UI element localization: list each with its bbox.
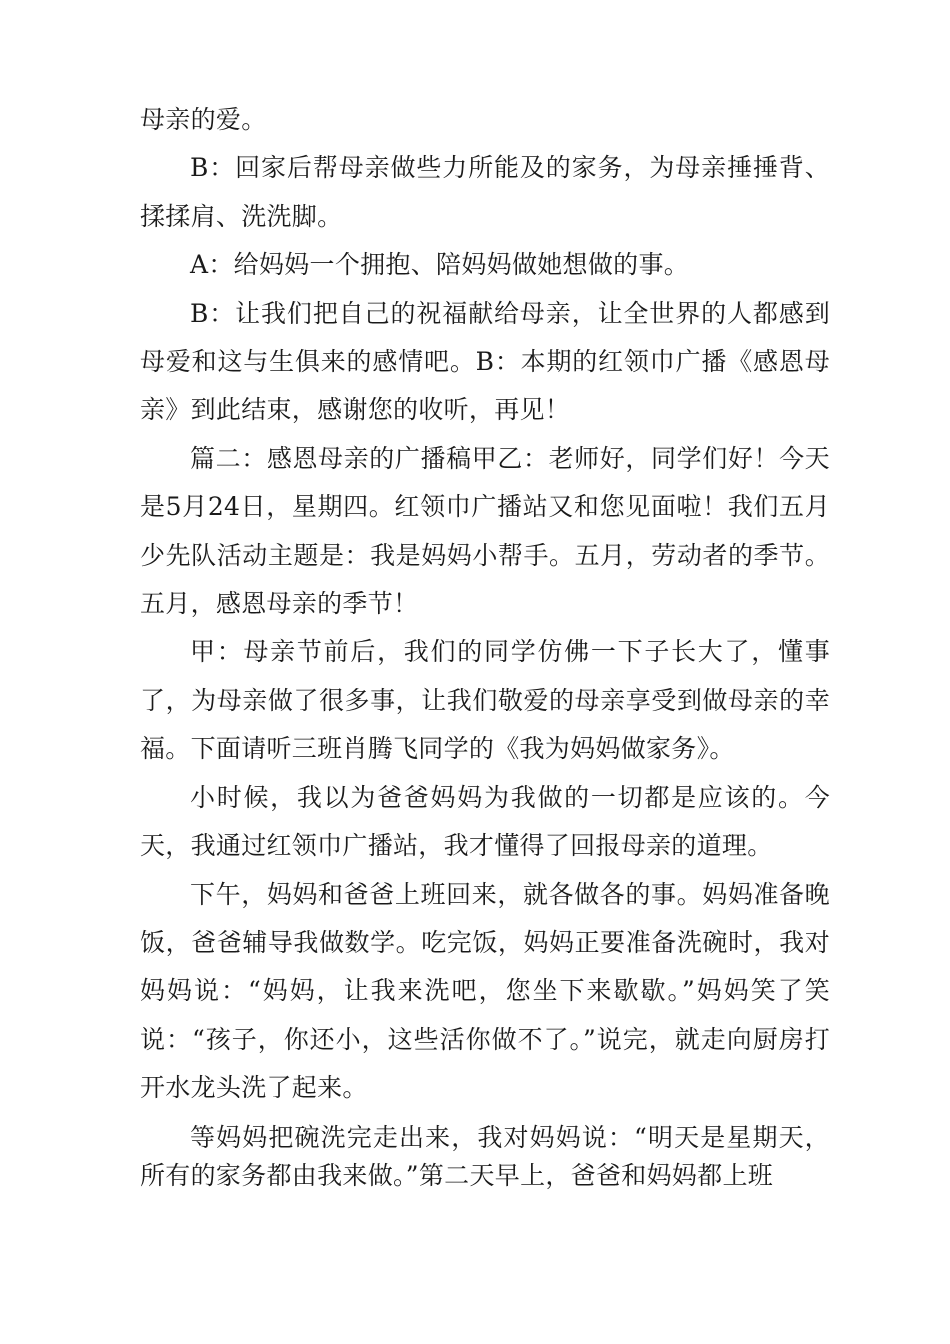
paragraph-1: 母亲的爱。 xyxy=(140,105,267,134)
paragraph-6: 甲：母亲节前后，我们的同学仿佛一下子长大了，懂事了，为母亲做了很多事，让我们敬爱的母亲享受到做母亲的幸福。下面请听三班肖腾飞同学的《我为妈妈做家务》。 xyxy=(140,637,830,764)
document-body xyxy=(140,96,830,1195)
paragraph-5: 篇二：感恩母亲的广播稿甲乙：老师好，同学们好！今天是5月24日，星期四。红领巾广播站又和您见面啦！我们五月少先队活动主题是：我是妈妈小帮手。五月，劳动者的季节。五月，感恩母亲的季节！ xyxy=(140,443,830,619)
paragraph-2: B：回家后帮母亲做些力所能及的家务，为母亲捶捶背、揉揉肩、洗洗脚。 xyxy=(140,153,830,231)
paragraph-7: 小时候，我以为爸爸妈妈为我做的一切都是应该的。今天，我通过红领巾广播站，我才懂得了回报母亲的道理。 xyxy=(140,782,830,861)
paragraph-4: B：让我们把自己的祝福献给母亲，让全世界的人都感到母爱和这与生俱来的感情吧。B：本期的红领巾广播《感恩母亲》到此结束，感谢您的收听，再见！ xyxy=(140,298,830,425)
paragraph-8: 下午，妈妈和爸爸上班回来，就各做各的事。妈妈准备晚饭，爸爸辅导我做数学。吃完饭，妈妈正要准备洗碗时，我对妈妈说：“妈妈，让我来洗吧，您坐下来歇歇。”妈妈笑了笑说：“孩子，你还小，这些活你做不了。”说完，就走向厨房打开水龙头洗了起来。 xyxy=(140,879,830,1103)
paragraph-3: A：给妈妈一个拥抱、陪妈妈做她想做的事。 xyxy=(190,250,690,280)
paragraph-9: 等妈妈把碗洗完走出来，我对妈妈说：“明天是星期天，所有的家务都由我来做。”第二天早上，爸爸和妈妈都上班 xyxy=(140,1122,830,1190)
